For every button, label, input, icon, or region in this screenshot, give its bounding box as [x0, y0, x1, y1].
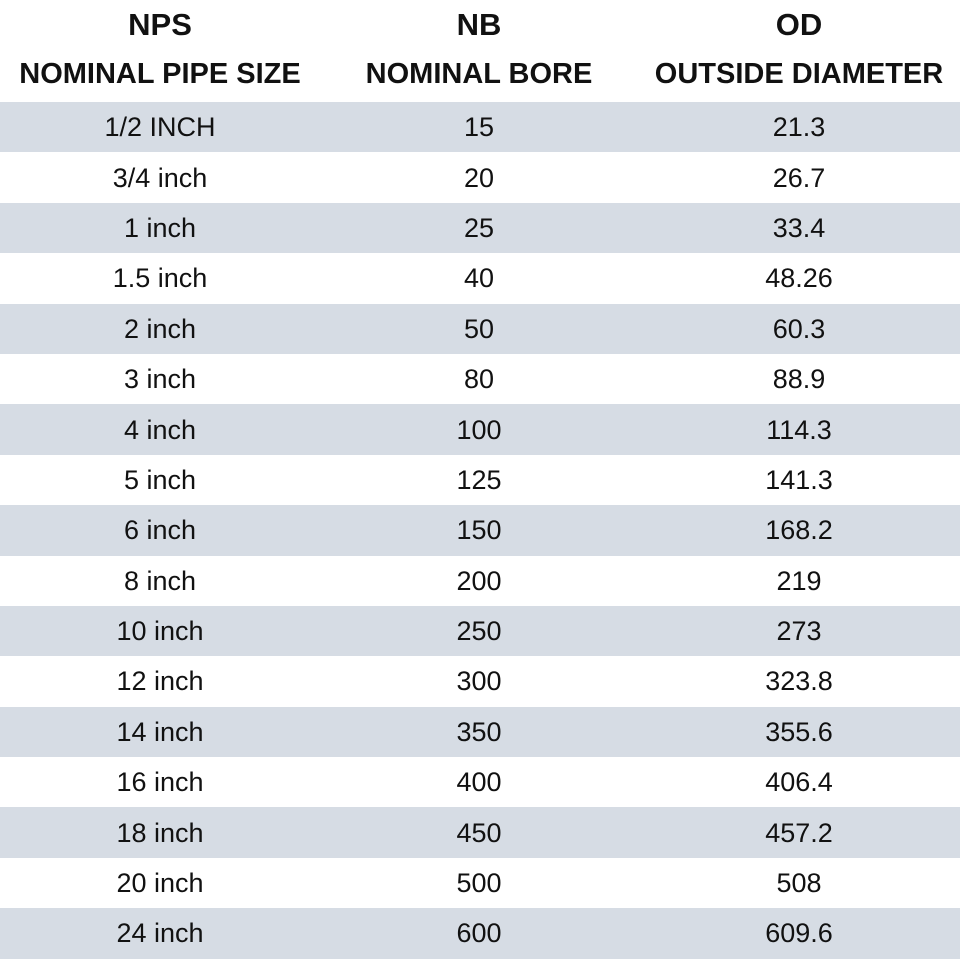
cell-nb: 15 — [463, 112, 495, 143]
header-od — [638, 0, 960, 102]
header-nps — [0, 0, 320, 102]
table-row — [0, 606, 960, 656]
cell-nb: 500 — [456, 868, 502, 899]
cell-od: 273 — [776, 616, 822, 647]
cell-nb: 40 — [463, 263, 495, 294]
table-row — [0, 757, 960, 807]
table-body — [0, 102, 960, 959]
cell-nps: 1 inch — [123, 212, 197, 243]
cell-nps: 1/2 INCH — [104, 112, 216, 143]
cell-nb: 100 — [456, 414, 502, 445]
cell-nb: 350 — [456, 716, 502, 747]
cell-od: 60.3 — [772, 313, 826, 344]
cell-nps: 10 inch — [116, 616, 204, 647]
cell-nb: 50 — [463, 313, 495, 344]
header-nb-full: NOMINAL BORE — [365, 58, 593, 90]
table-row — [0, 858, 960, 908]
header-nb-abbr: NB — [456, 7, 502, 42]
cell-nps: 12 inch — [116, 666, 204, 697]
cell-nps: 4 inch — [123, 414, 197, 445]
cell-nb: 20 — [463, 162, 495, 193]
cell-od: 406.4 — [765, 767, 833, 798]
header-od-abbr: OD — [775, 7, 823, 42]
cell-nb: 600 — [456, 918, 502, 949]
cell-nps: 18 inch — [116, 817, 204, 848]
cell-od: 457.2 — [765, 817, 833, 848]
cell-nps: 2 inch — [123, 313, 197, 344]
table-row — [0, 807, 960, 857]
cell-nb: 25 — [463, 212, 495, 243]
header-nps-full: NOMINAL PIPE SIZE — [19, 58, 301, 90]
cell-nb: 150 — [456, 515, 502, 546]
cell-nb: 400 — [456, 767, 502, 798]
table-row — [0, 505, 960, 555]
cell-nb: 125 — [456, 464, 502, 495]
cell-nps: 1.5 inch — [112, 263, 208, 294]
cell-nps: 16 inch — [116, 767, 204, 798]
cell-nps: 3/4 inch — [112, 162, 208, 193]
cell-od: 323.8 — [765, 666, 833, 697]
table-row — [0, 707, 960, 757]
cell-nb: 300 — [456, 666, 502, 697]
cell-od: 26.7 — [772, 162, 826, 193]
cell-od: 355.6 — [765, 716, 833, 747]
cell-od: 508 — [776, 868, 822, 899]
header-nb — [320, 0, 638, 102]
header-nps-abbr: NPS — [128, 7, 192, 42]
cell-nb: 450 — [456, 817, 502, 848]
cell-nps: 20 inch — [116, 868, 204, 899]
table-header — [0, 0, 960, 102]
table-row — [0, 404, 960, 454]
cell-od: 219 — [776, 565, 822, 596]
table-row — [0, 203, 960, 253]
table-row — [0, 253, 960, 303]
table-row — [0, 455, 960, 505]
header-od-full: OUTSIDE DIAMETER — [654, 58, 944, 90]
cell-nps: 5 inch — [123, 464, 197, 495]
cell-od: 21.3 — [772, 112, 826, 143]
cell-nb: 80 — [463, 364, 495, 395]
cell-nps: 24 inch — [116, 918, 204, 949]
table-row — [0, 102, 960, 152]
cell-od: 609.6 — [765, 918, 833, 949]
cell-od: 168.2 — [765, 515, 833, 546]
table-row — [0, 556, 960, 606]
table-row — [0, 304, 960, 354]
cell-od: 141.3 — [765, 464, 833, 495]
cell-nb: 200 — [456, 565, 502, 596]
table-row — [0, 354, 960, 404]
table-row — [0, 152, 960, 202]
cell-od: 114.3 — [766, 414, 832, 445]
cell-nb: 250 — [456, 616, 502, 647]
cell-nps: 6 inch — [123, 515, 197, 546]
cell-nps: 3 inch — [123, 364, 197, 395]
cell-nps: 8 inch — [123, 565, 197, 596]
table-row — [0, 656, 960, 706]
cell-nps: 14 inch — [116, 716, 204, 747]
cell-od: 33.4 — [772, 212, 826, 243]
table-row — [0, 908, 960, 958]
cell-od: 88.9 — [772, 364, 826, 395]
cell-od: 48.26 — [765, 263, 833, 294]
